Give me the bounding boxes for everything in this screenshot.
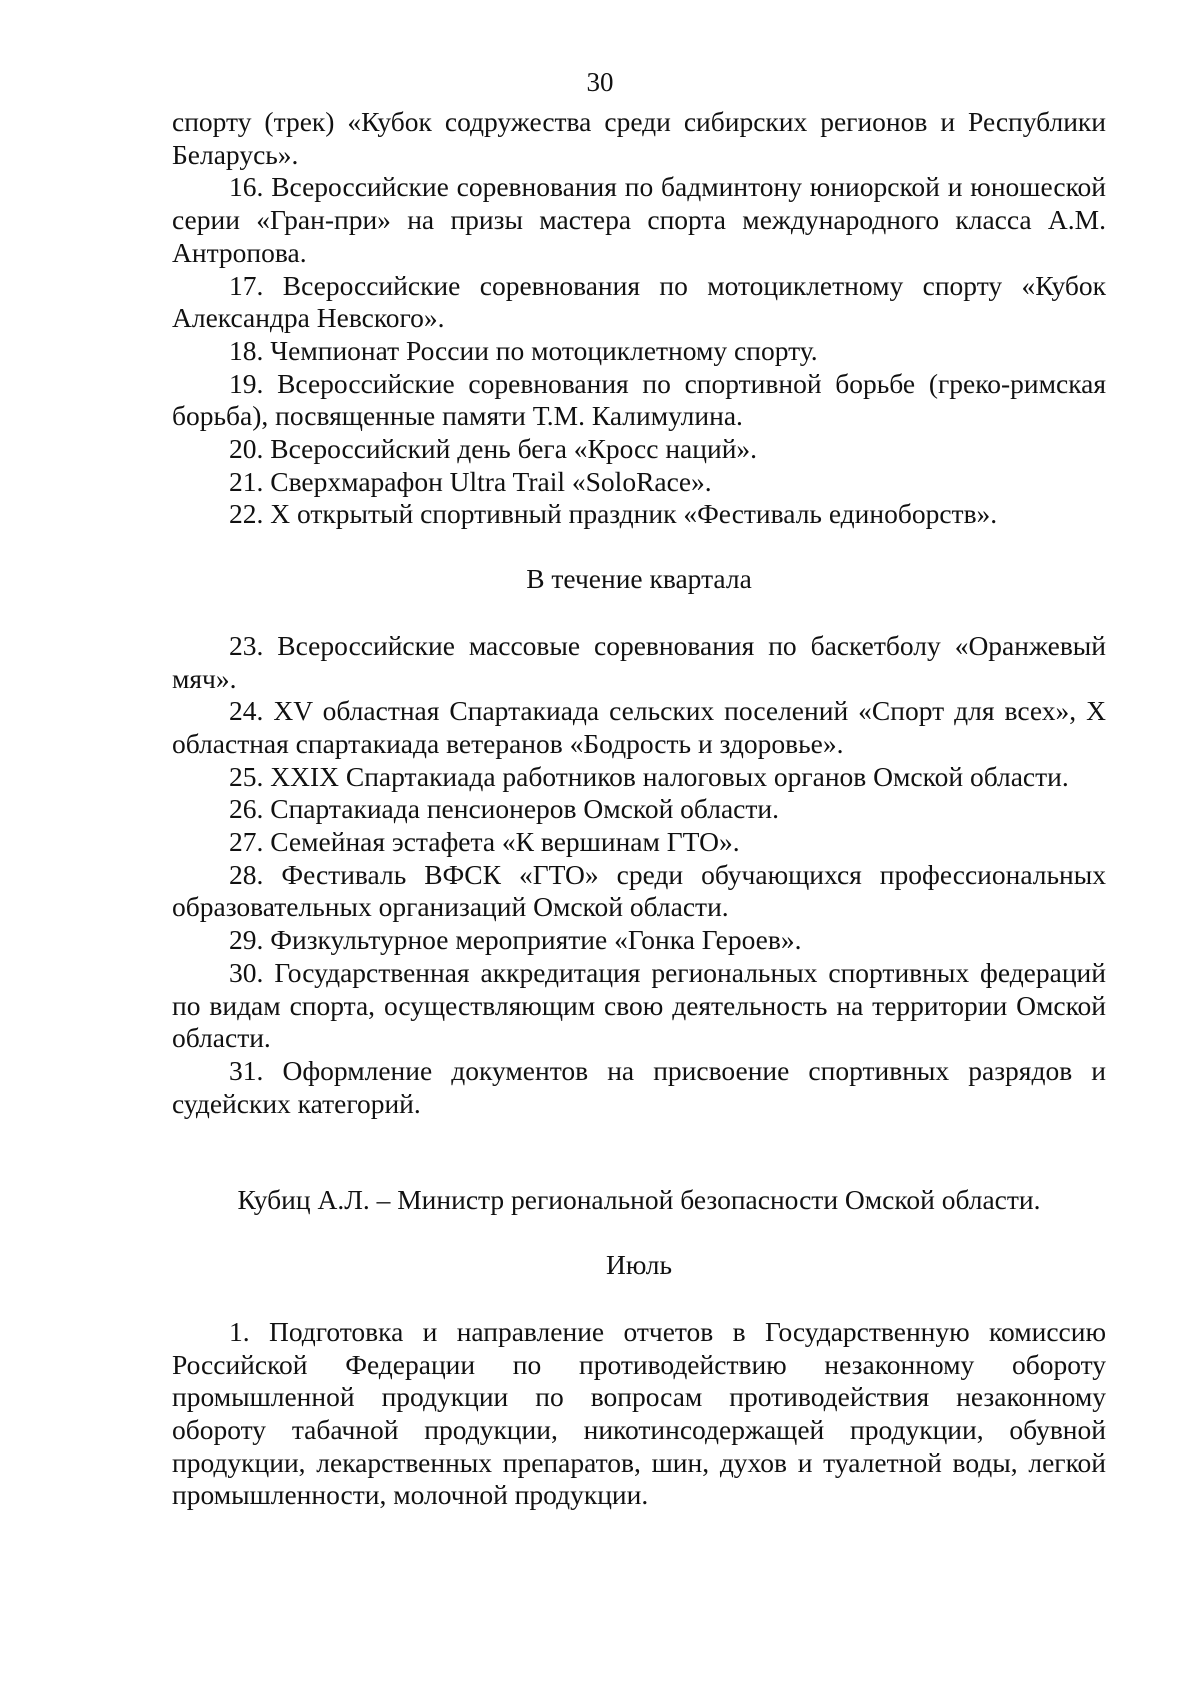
- list-item: 29. Физкультурное мероприятие «Гонка Героев».: [229, 924, 802, 956]
- list-item: 23. Всероссийские массовые соревнования по баскетболу «Оранжевый мяч».: [172, 629, 1106, 694]
- document-body: [172, 106, 1106, 1512]
- list-item: 20. Всероссийский день бега «Кросс наций».: [229, 433, 758, 465]
- spacer: [172, 1282, 1106, 1316]
- list-item: 21. Сверхмарафон Ultra Trail «SoloRace».: [229, 465, 712, 497]
- list-item: 1. Подготовка и направление отчетов в Государственную комиссию Российской Федерации по противодействию незаконному обороту промышленной продукции по вопросам противодействия незаконному обороту табачной продукции, никотинсодержащей продукции, обувной продукции, лекарственных препаратов, шин, духов и туалетной воды, легкой промышленности, молочной продукции.: [172, 1315, 1106, 1511]
- list-item: 16. Всероссийские соревнования по бадминтону юниорской и юношеской серии «Гран-при» на призы мастера спорта международного класса А.М. Антропова.: [172, 171, 1106, 268]
- minister-heading: Кубиц А.Л. – Министр региональной безопасности Омской области.: [237, 1184, 1041, 1216]
- list-item: 25. XXIX Спартакиада работников налоговых органов Омской области.: [229, 760, 1069, 792]
- list-item: 19. Всероссийские соревнования по спортивной борьбе (греко-римская борьба), посвященные памяти Т.М. Калимулина.: [172, 367, 1106, 432]
- spacer: [172, 596, 1106, 630]
- list-item: 22. Х открытый спортивный праздник «Фестиваль единоборств».: [229, 498, 998, 530]
- list-item: 27. Семейная эстафета «К вершинам ГТО».: [229, 826, 740, 858]
- list-item: 24. XV областная Спартакиада сельских поселений «Спорт для всех», Х областная спартакиада ветеранов «Бодрость и здоровье».: [172, 695, 1106, 759]
- spacer: [172, 1217, 1106, 1249]
- month-heading: Июль: [606, 1249, 672, 1281]
- list-item: 28. Фестиваль ВФСК «ГТО» среди обучающихся профессиональных образовательных организаций Омской области.: [172, 858, 1106, 923]
- list-item: 31. Оформление документов на присвоение спортивных разрядов и судейских категорий.: [172, 1054, 1106, 1119]
- list-item: 18. Чемпионат России по мотоциклетному спорту.: [229, 334, 818, 366]
- list-item: 26. Спартакиада пенсионеров Омской области.: [229, 793, 779, 825]
- spacer: [172, 1120, 1106, 1184]
- continuation-paragraph: спорту (трек) «Кубок содружества среди сибирских регионов и Республики Беларусь».: [172, 106, 1106, 170]
- list-item: 30. Государственная аккредитация региональных спортивных федераций по видам спорта, осуществляющим свою деятельность на территории Омской области.: [172, 956, 1106, 1054]
- section-heading-quarter: В течение квартала: [526, 563, 752, 595]
- list-item: 17. Всероссийские соревнования по мотоциклетному спорту «Кубок Александра Невского».: [172, 269, 1106, 334]
- page-number: 30: [586, 67, 614, 97]
- spacer: [172, 531, 1106, 563]
